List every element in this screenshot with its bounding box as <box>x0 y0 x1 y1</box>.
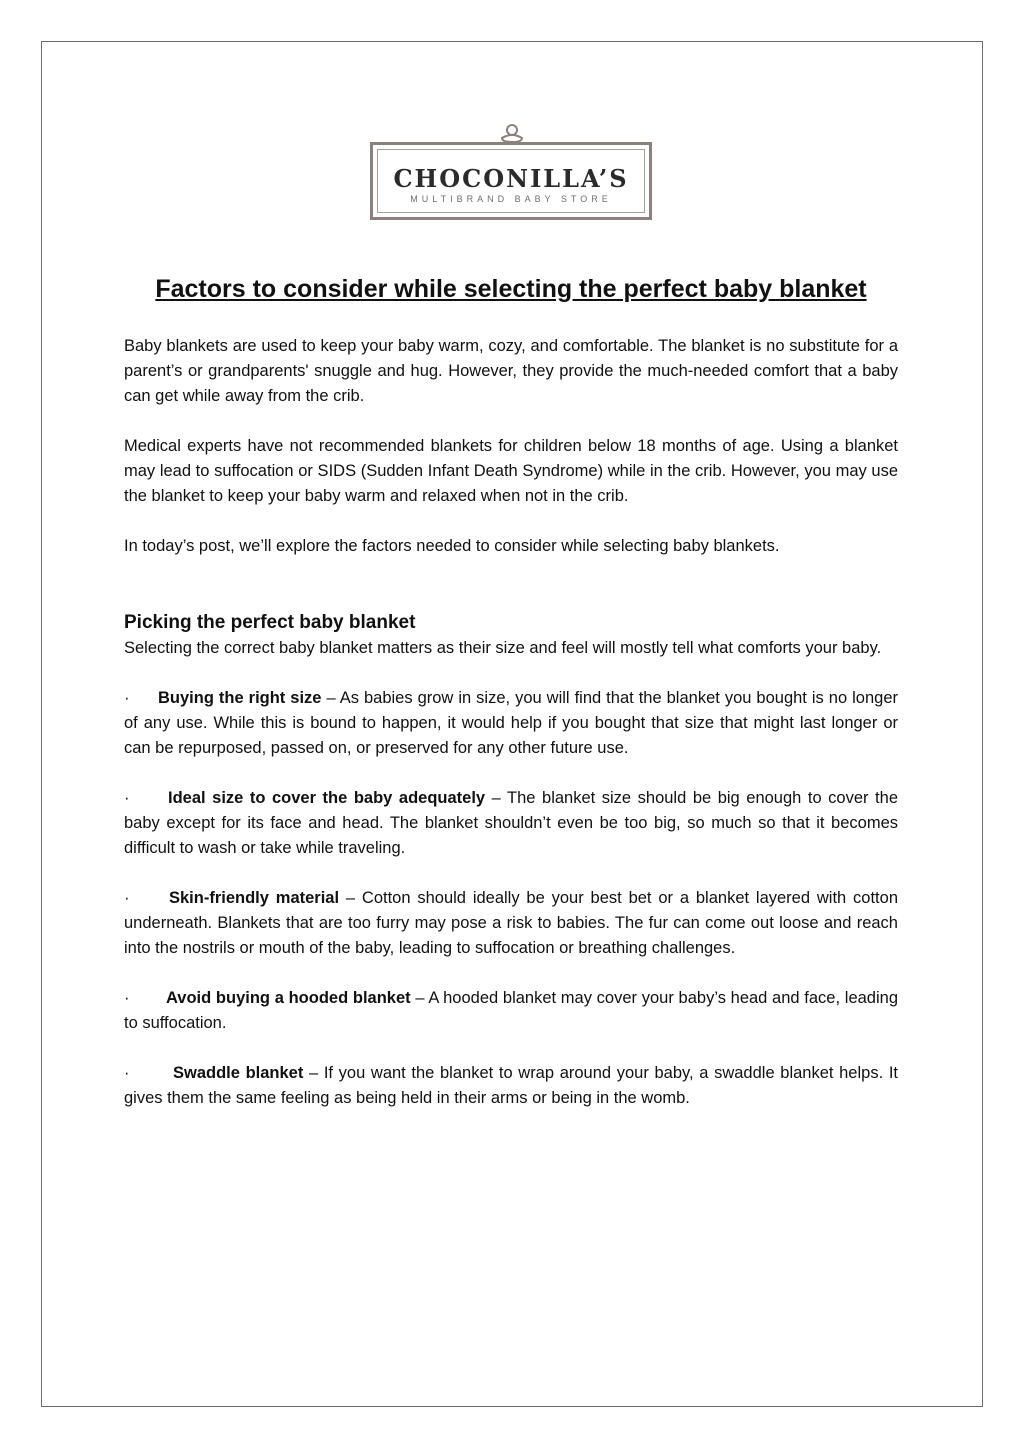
logo-name: CHOCONILLA’S <box>393 164 629 193</box>
bullet-label: Swaddle blanket <box>173 1064 304 1082</box>
bullet-label: Skin-friendly material <box>169 889 340 907</box>
bullet-item-ideal-size <box>124 786 898 861</box>
article <box>124 272 898 1111</box>
bullet-text: – If you want the blanket to wrap around your baby, a swaddle blanket helps. It gives them the same feeling as being held in their arms or being in the womb. <box>124 1064 898 1107</box>
bullet-item-right-size <box>124 686 898 761</box>
bullet-text: – Cotton should ideally be your best bet or a blanket layered with cotton underneath. Blankets that are too furry may pose a risk to babies. The fur can come out loose and reach into the nostrils or mouth of the baby, leading to suffocation or breathing challenges. <box>124 889 898 957</box>
bullet-label: Avoid buying a hooded blanket <box>166 989 411 1007</box>
bullet-marker: · <box>124 789 130 807</box>
bullet-label: Buying the right size <box>158 689 322 707</box>
bullet-item-swaddle <box>124 1061 898 1111</box>
bullet-marker: · <box>124 889 130 907</box>
logo-tagline: MULTIBRAND BABY STORE <box>410 194 612 204</box>
intro-paragraph-2: Medical experts have not recommended blankets for children below 18 months of age. Using a blanket may lead to suffocation or SIDS (Sudden Infant Death Syndrome) while in the crib. However, you may use the blanket to keep your baby warm and relaxed when not in the crib. <box>124 437 898 505</box>
bullet-item-material <box>124 886 898 961</box>
section-lead: Selecting the correct baby blanket matters as their size and feel will mostly tell what comforts your baby. <box>124 639 882 657</box>
bullet-marker: · <box>124 689 130 707</box>
bullet-text: – A hooded blanket may cover your baby’s head and face, leading to suffocation. <box>124 989 898 1032</box>
intro-paragraph-3: In today’s post, we’ll explore the factors needed to consider while selecting baby blankets. <box>124 537 780 555</box>
bullet-marker: · <box>124 1064 130 1082</box>
bullet-text: – The blanket size should be big enough to cover the baby except for its face and head. The blanket shouldn’t even be too big, so much so that it becomes difficult to wash or take while traveling. <box>124 789 898 857</box>
intro-paragraph-1: Baby blankets are used to keep your baby warm, cozy, and comfortable. The blanket is no substitute for a parent’s or grandparents' snuggle and hug. However, they provide the much-needed comfort that a baby can get while away from the crib. <box>124 337 898 405</box>
bullet-marker: · <box>124 989 130 1007</box>
bullet-label: Ideal size to cover the baby adequately <box>168 789 486 807</box>
bullet-text: – As babies grow in size, you will find that the blanket you bought is no longer of any use. While this is bound to happen, it would help if you bought that size that might last longer or can be repurposed, passed on, or preserved for any other future use. <box>124 689 898 757</box>
section-heading: Picking the perfect baby blanket <box>124 612 416 633</box>
bullet-item-hooded <box>124 986 898 1036</box>
page-title: Factors to consider while selecting the perfect baby blanket <box>155 275 867 303</box>
store-logo <box>370 142 652 220</box>
